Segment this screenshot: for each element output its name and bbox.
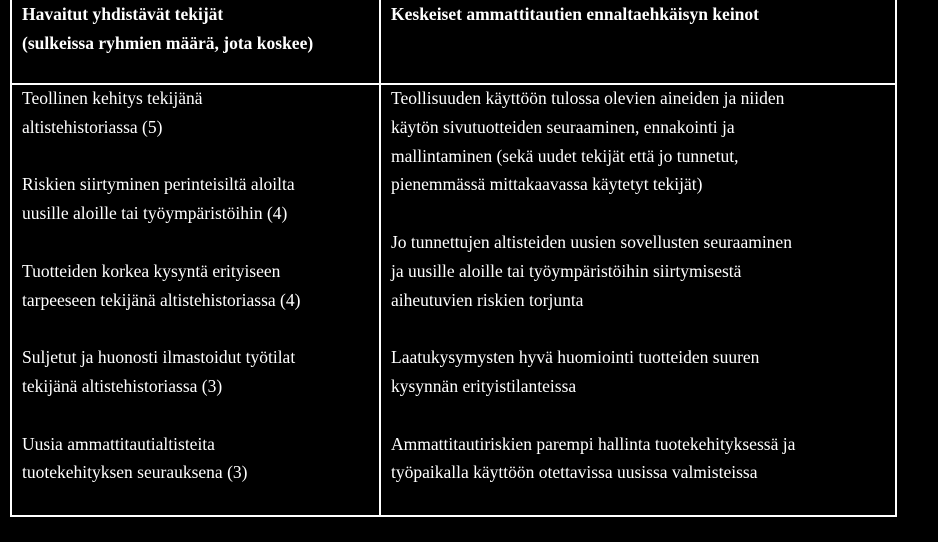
border-column-divider bbox=[379, 0, 381, 517]
header-left-title: Havaitut yhdistävät tekijät bbox=[22, 4, 224, 24]
right-paragraph-2: Jo tunnettujen altisteiden uusien sovellusten seuraaminen ja uusille aloille tai työympäristöihin siirtymisestä aiheutuvien riskien torjunta bbox=[391, 231, 792, 310]
body-right-column bbox=[391, 84, 894, 516]
left-paragraph-2: Riskien siirtyminen perinteisiltä aloilta uusille aloille tai työympäristöihin (4) bbox=[22, 174, 295, 224]
left-paragraph-4: Suljetut ja huonosti ilmastoidut työtilat tekijänä altistehistoriassa (3) bbox=[22, 347, 296, 396]
left-paragraph-3: Tuotteiden korkea kysyntä erityiseen tarpeeseen tekijänä altistehistoriassa (4) bbox=[22, 260, 301, 310]
right-paragraph-4: Ammattitautiriskien parempi hallinta tuotekehityksessä ja työpaikalla käyttöön otettavissa uusissa valmisteissa bbox=[391, 433, 796, 483]
prevention-table bbox=[10, 0, 897, 517]
right-paragraph-1: Teollisuuden käyttöön tulossa olevien aineiden ja niiden käytön sivutuotteiden seuraaminen, ennakointi ja mallintaminen (sekä uudet tekijät että jo tunnetut, pienemmässä mittakaavassa käytetyt tekijät) bbox=[391, 88, 785, 195]
border-right bbox=[895, 0, 897, 517]
body-left-column bbox=[22, 84, 378, 516]
header-right-title: Keskeiset ammattitautien ennaltaehkäisyn keinot bbox=[391, 4, 759, 24]
header-right bbox=[391, 0, 891, 29]
header-left bbox=[22, 0, 378, 58]
left-paragraph-1: Teollinen kehitys tekijänä altistehistoriassa (5) bbox=[22, 88, 203, 137]
right-paragraph-3: Laatukysymysten hyvä huomiointi tuotteiden suuren kysynnän erityistilanteissa bbox=[391, 347, 760, 396]
left-paragraph-5: Uusia ammattitautialtisteita tuotekehityksen seurauksena (3) bbox=[22, 433, 248, 483]
header-left-subtitle: (sulkeissa ryhmien määrä, jota koskee) bbox=[22, 33, 314, 53]
border-left bbox=[10, 0, 12, 517]
